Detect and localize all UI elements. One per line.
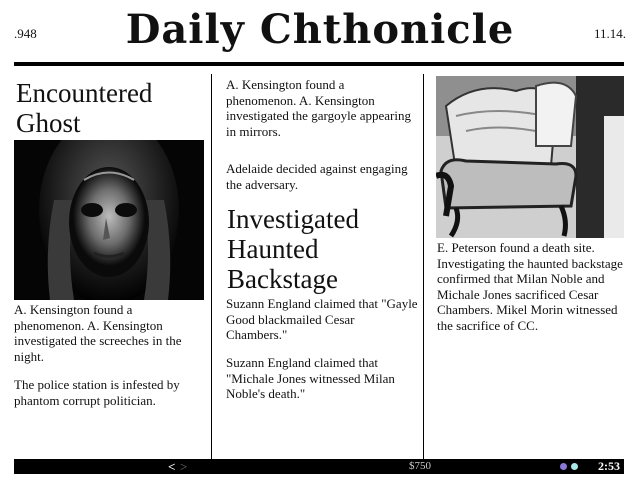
headline-encountered-ghost xyxy=(16,78,152,138)
headline-line: Haunted xyxy=(227,234,319,264)
ghost-face-image xyxy=(14,140,204,300)
article-col2-p2: Adelaide decided against engaging the adversary. xyxy=(226,161,408,192)
headline-line: Backstage xyxy=(227,264,338,294)
issue-number: .948 xyxy=(14,26,37,41)
headline-line: Ghost xyxy=(16,108,81,138)
article-col2-p1: A. Kensington found a phenomenon. A. Kensington investigated the gargoyle appearing in mirrors. xyxy=(226,77,411,139)
chevron-left-icon[interactable]: < xyxy=(168,459,176,474)
game-clock: 2:53 xyxy=(598,459,620,473)
column-divider-right xyxy=(423,74,424,460)
column-divider-left xyxy=(211,74,212,460)
issue-date: 11.14. xyxy=(593,26,626,41)
status-dot-cyan-icon xyxy=(571,463,578,470)
article-col1-p2: The police station is infested by phantom corrupt politician. xyxy=(14,377,180,408)
masthead xyxy=(0,0,640,64)
chevron-right-icon[interactable]: > xyxy=(180,459,188,474)
money-counter: $750 xyxy=(409,460,431,472)
ghost-photo xyxy=(14,140,204,300)
headline-line: Investigated xyxy=(227,204,359,234)
status-dot-purple-icon xyxy=(560,463,567,470)
article-col1-p1: A. Kensington found a phenomenon. A. Kensington investigated the screeches in the night. xyxy=(14,302,182,364)
armchair-photo xyxy=(436,76,624,238)
newspaper-title: Daily Chthonicle xyxy=(125,6,515,53)
masthead-rule xyxy=(14,62,624,66)
headline-line: Encountered xyxy=(16,78,153,108)
article-col2-p3: Suzann England claimed that "Gayle Good blackmailed Cesar Chambers." xyxy=(226,296,418,342)
status-bar xyxy=(14,459,624,474)
article-col3-p1: E. Peterson found a death site. Investigating the haunted backstage confirmed that Milan Noble and Michale Jones sacrificed Cesar Chambers. Mikel Morin witnessed the sacrifice of CC. xyxy=(437,240,623,333)
article-col2-p4: Suzann England claimed that "Michale Jones witnessed Milan Noble's death." xyxy=(226,355,395,401)
headline-investigated-haunted-backstage xyxy=(227,204,359,294)
armchair-image xyxy=(436,76,624,238)
